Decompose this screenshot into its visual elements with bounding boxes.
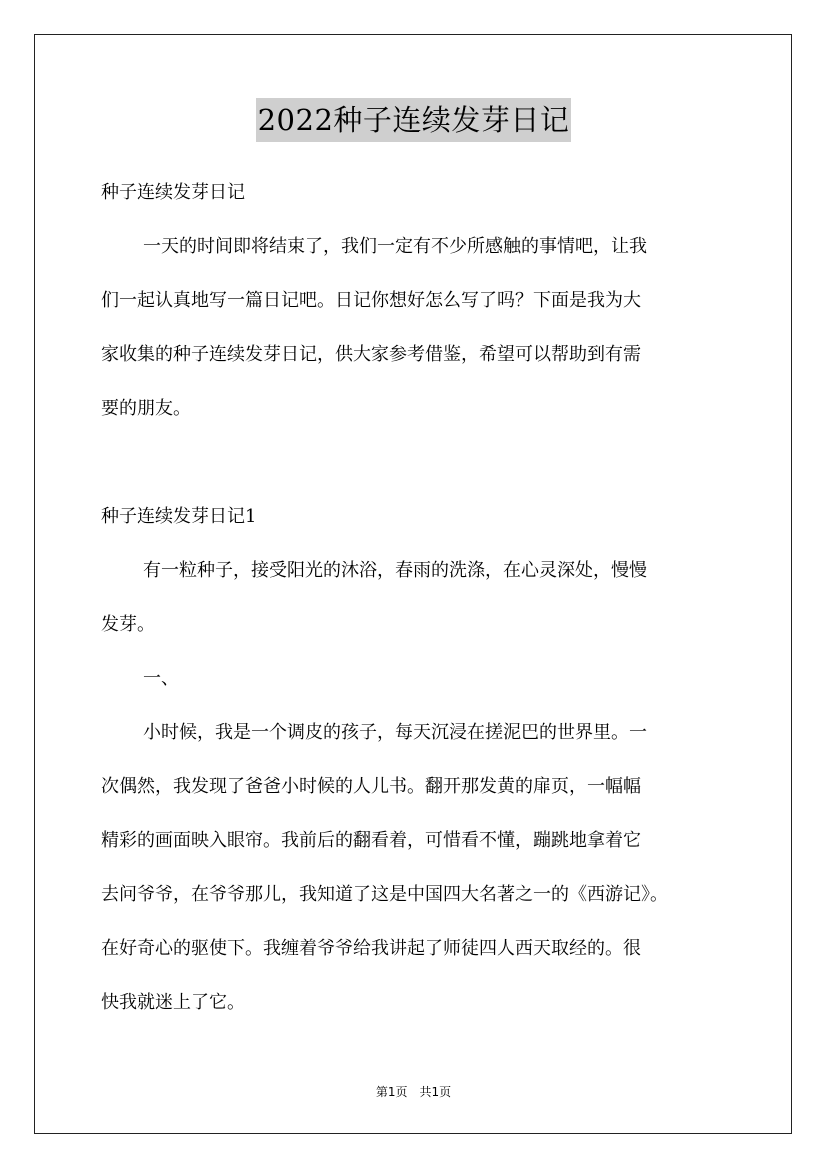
paragraph-line: 精彩的画面映入眼帘。我前后的翻看着，可惜看不懂，蹦跳地拿着它	[101, 830, 641, 851]
paragraph-line: 快我就迷上了它。	[101, 992, 245, 1013]
document-title: 2022种子连续发芽日记	[256, 98, 572, 142]
paragraph-line: 次偶然，我发现了爸爸小时候的人儿书。翻开那发黄的扉页，一幅幅	[101, 776, 641, 797]
paragraph-line: 在好奇心的驱使下。我缠着爷爷给我讲起了师徒四人西天取经的。很	[101, 938, 641, 959]
page-footer: 第1页 共1页	[375, 1085, 452, 1099]
paragraph-line: 小时候，我是一个调皮的孩子，每天沉浸在搓泥巴的世界里。一	[143, 722, 647, 743]
section-heading: 种子连续发芽日记1	[101, 506, 257, 527]
document-body	[101, 170, 731, 1034]
paragraph-line: 们一起认真地写一篇日记吧。日记你想好怎么写了吗？下面是我为大	[101, 290, 641, 311]
paragraph-line: 去问爷爷，在爷爷那儿，我知道了这是中国四大名著之一的《西游记》。	[101, 884, 668, 905]
blank-line	[101, 440, 731, 494]
title-wrap	[0, 98, 827, 142]
subsection-number: 一、	[143, 668, 179, 689]
paragraph-line: 家收集的种子连续发芽日记，供大家参考借鉴，希望可以帮助到有需	[101, 344, 641, 365]
paragraph-line: 要的朋友。	[101, 398, 191, 419]
paragraph-line: 发芽。	[101, 614, 155, 635]
paragraph-line: 有一粒种子，接受阳光的沐浴，春雨的洗涤，在心灵深处，慢慢	[143, 560, 647, 581]
paragraph-line: 一天的时间即将结束了，我们一定有不少所感触的事情吧，让我	[143, 236, 647, 257]
section-heading: 种子连续发芽日记	[101, 182, 245, 203]
